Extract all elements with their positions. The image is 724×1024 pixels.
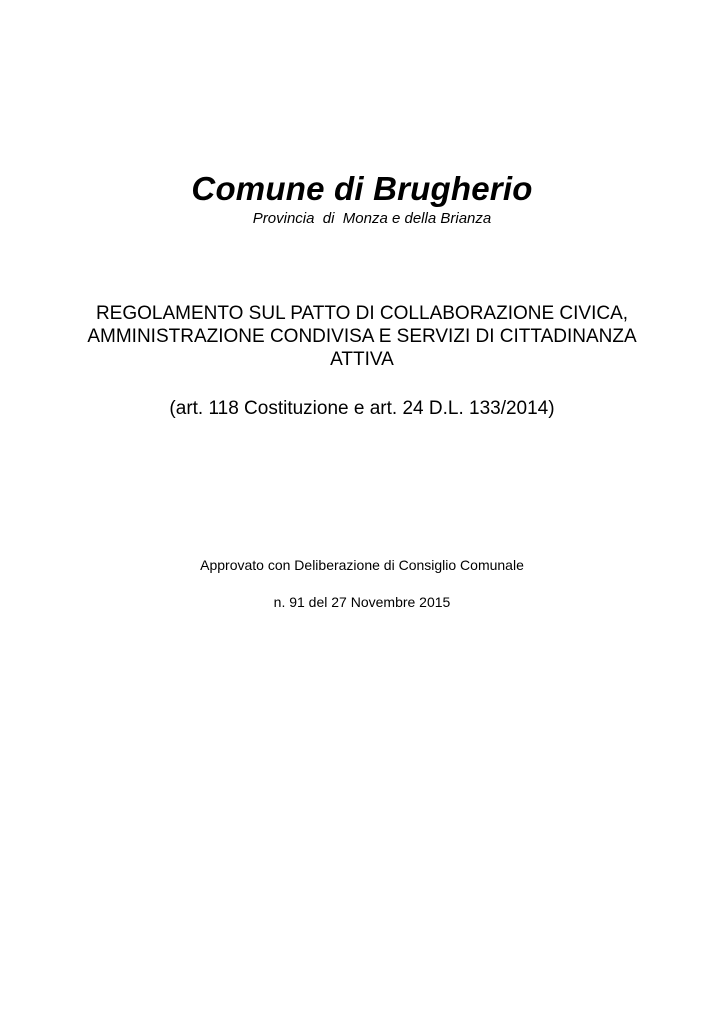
province-name: Provincia di Monza e della Brianza <box>252 210 492 227</box>
document-header <box>0 170 724 228</box>
title-line-1: REGOLAMENTO SUL PATTO DI COLLABORAZIONE CIVICA, <box>95 303 629 324</box>
approval-statement: Approvato con Deliberazione di Consiglio Comunale <box>200 557 524 573</box>
legal-reference: (art. 118 Costituzione e art. 24 D.L. 133/2014) <box>169 398 555 419</box>
regulation-title <box>60 302 664 371</box>
title-line-2: AMMINISTRAZIONE CONDIVISA E SERVIZI DI CITTADINANZA <box>87 326 637 347</box>
title-line-3: ATTIVA <box>330 349 394 370</box>
deliberation-number: n. 91 del 27 Novembre 2015 <box>273 594 451 610</box>
municipality-name: Comune di Brugherio <box>191 170 533 207</box>
